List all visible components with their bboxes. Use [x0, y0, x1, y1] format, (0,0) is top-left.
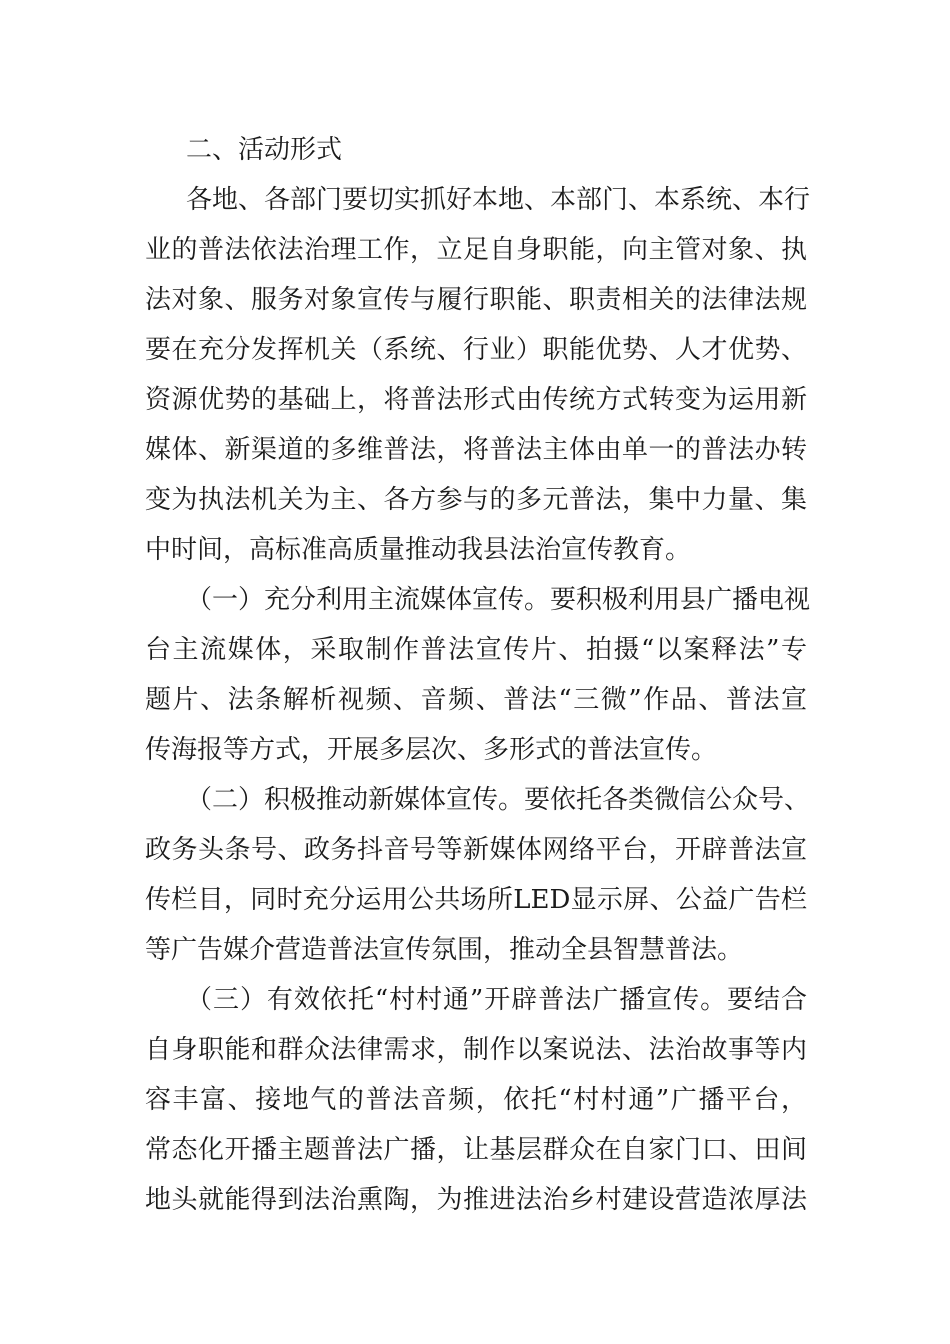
paragraph-line: 台主流媒体，采取制作普法宣传片、拍摄“以案释法”专: [145, 635, 807, 665]
paragraph-line: （二）积极推动新媒体宣传。要依托各类微信公众号、: [186, 785, 811, 815]
paragraph-line: 自身职能和群众法律需求，制作以案说法、法治故事等内: [145, 1035, 807, 1065]
paragraph-line: （三）有效依托“村村通”开辟普法广播宣传。要结合: [186, 985, 807, 1015]
paragraph-line: 容丰富、接地气的普法音频，依托“村村通”广播平台，: [145, 1085, 807, 1115]
paragraph-line: 常态化开播主题普法广播，让基层群众在自家门口、田间: [145, 1135, 807, 1165]
paragraph-line: 法对象、服务对象宣传与履行职能、职责相关的法律法规: [145, 285, 807, 315]
paragraph-line: 变为执法机关为主、各方参与的多元普法，集中力量、集: [145, 485, 807, 515]
paragraph-line: 中时间，高标准高质量推动我县法治宣传教育。: [145, 535, 692, 565]
paragraph-line: 传海报等方式，开展多层次、多形式的普法宣传。: [145, 735, 718, 765]
paragraph-line: 题片、法条解析视频、音频、普法“三微”作品、普法宣: [145, 685, 807, 715]
paragraph-line: 各地、各部门要切实抓好本地、本部门、本系统、本行: [186, 185, 811, 215]
paragraph-line: 政务头条号、政务抖音号等新媒体网络平台，开辟普法宣: [145, 835, 807, 865]
paragraph-line: 业的普法依法治理工作，立足自身职能，向主管对象、执: [145, 235, 807, 265]
paragraph-line: 媒体、新渠道的多维普法，将普法主体由单一的普法办转: [145, 435, 807, 465]
paragraph-line: 要在充分发挥机关（系统、行业）职能优势、人才优势、: [145, 335, 807, 365]
paragraph-line: （一）充分利用主流媒体宣传。要积极利用县广播电视: [186, 585, 811, 615]
paragraph-line: 等广告媒介营造普法宣传氛围，推动全县智慧普法。: [145, 935, 744, 965]
paragraph-line: 资源优势的基础上，将普法形式由传统方式转变为运用新: [145, 385, 807, 415]
section-heading: 二、活动形式: [186, 135, 343, 165]
paragraph-line: 传栏目，同时充分运用公共场所LED显示屏、公益广告栏: [145, 885, 807, 915]
paragraph-line: 地头就能得到法治熏陶，为推进法治乡村建设营造浓厚法: [145, 1185, 807, 1215]
